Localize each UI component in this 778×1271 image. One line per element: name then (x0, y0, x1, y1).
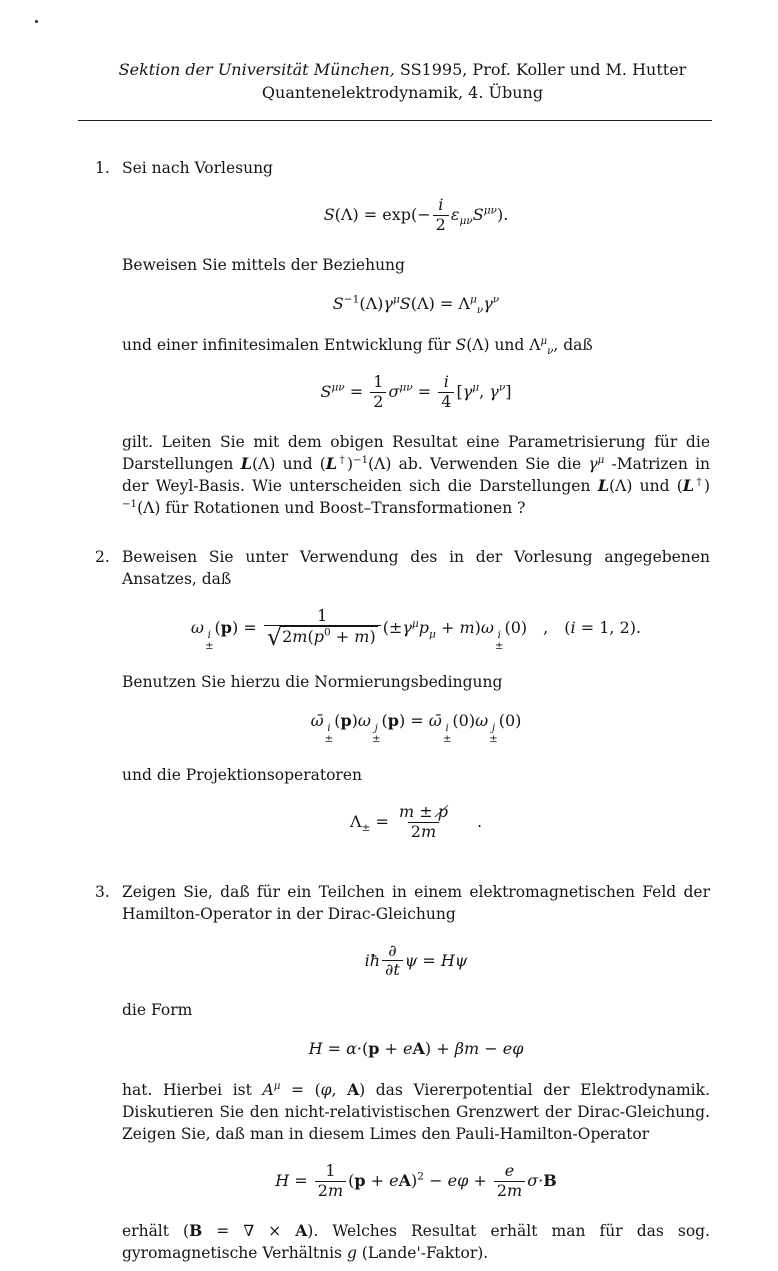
it: S (472, 204, 484, 224)
num (435, 196, 446, 215)
superscript: † (337, 454, 347, 466)
it: m (507, 1181, 523, 1201)
superscript (472, 381, 479, 393)
radicand: $2m(p^0 + m)$ (282, 627, 376, 647)
superscript (399, 381, 412, 393)
frac (494, 1162, 525, 1201)
it: ψ (404, 950, 418, 970)
problem-1 (95, 157, 710, 526)
superscript: −1 (343, 293, 360, 306)
problem-2 (95, 546, 710, 861)
pbody (122, 546, 710, 861)
it: e (403, 1039, 413, 1059)
problem-3 (95, 881, 710, 1271)
paragraph-1-5: und einer infinitesimalen Entwicklung für S(Λ) und $\Lambda^\mu_\nu$, daß (122, 335, 593, 357)
it: γ (483, 293, 493, 313)
supsub (372, 723, 381, 744)
it: μν (331, 381, 345, 394)
subscript (429, 628, 436, 640)
it: γ (383, 293, 393, 313)
supsub (489, 723, 498, 744)
den: ∂t (382, 960, 403, 980)
it: p (313, 627, 324, 647)
bf: p (220, 617, 232, 637)
bf: B (189, 1221, 203, 1241)
bf: A (412, 1039, 425, 1059)
paragraph-1-1: Sei nach Vorlesung (122, 159, 273, 177)
it: ν (498, 381, 506, 394)
it: σ (388, 381, 400, 401)
superscript (484, 205, 497, 217)
it: S (323, 204, 335, 224)
it: ψ (454, 950, 468, 970)
ss-sub: ± (494, 639, 504, 652)
paragraph-2-1: Beweisen Sie unter Verwendung des in der Vorlesung angegebenen Ansatzes, daß (122, 547, 710, 588)
formula-1-4: $S^{-1}(\Lambda)\gamma^\mu S(\Lambda) = \Lambda^\mu_\nu\gamma^\nu$ (332, 293, 500, 316)
it: i (443, 371, 449, 391)
it: S (399, 293, 411, 313)
it: σ (527, 1171, 539, 1191)
it: ν (547, 345, 554, 357)
it: i (570, 617, 576, 637)
den: 2m (315, 1181, 346, 1201)
it: μ (540, 335, 548, 347)
it: e (502, 1039, 513, 1059)
it: μ (392, 293, 400, 306)
superscript: 0 (323, 627, 331, 640)
it: H (440, 950, 455, 970)
cal: L (682, 475, 695, 495)
superscript (499, 381, 505, 393)
header-line1: Sektion der Universität München, SS1995, Prof. Koller und M. Hutter (118, 60, 687, 79)
formula-1-2: S(Λ) = exp(− $\frac{i}{2}$ $\varepsilon_{\mu\nu}S^{\mu\nu}$). (323, 195, 509, 234)
superscript: 2 (417, 1170, 425, 1183)
it: ω̄ (428, 710, 442, 730)
superscript (331, 381, 344, 393)
it: m (398, 801, 415, 821)
bf: A (295, 1221, 308, 1241)
it: iħ (364, 950, 381, 970)
it: m (327, 1181, 344, 1201)
it: e (389, 1171, 399, 1191)
it: μ (472, 381, 480, 394)
it: γ (489, 381, 499, 401)
bf: A (398, 1171, 412, 1191)
num: 1 (373, 371, 384, 391)
bf: p (387, 710, 399, 730)
bf: B (543, 1171, 557, 1191)
formula-2-6: $\Lambda_\pm$ = $\frac{m \pm p̸}{2m}$ . (349, 801, 483, 841)
ss-sub: ± (489, 733, 498, 746)
it: φ (320, 1081, 332, 1100)
paragraph-3-3: die Form (122, 1001, 193, 1020)
it: μν (483, 204, 497, 217)
supsub (495, 630, 504, 651)
bf: p (340, 710, 352, 730)
ss-sub: ± (371, 733, 381, 746)
supsub (205, 630, 214, 651)
it: j (374, 722, 378, 735)
it: β (454, 1039, 464, 1059)
problems-list (95, 157, 710, 1271)
subscript (459, 215, 472, 227)
it: p (418, 617, 430, 637)
problem-number: 3. (95, 882, 110, 901)
radical-icon: √ (266, 622, 283, 651)
it: φ (512, 1039, 524, 1059)
supsub (443, 723, 452, 744)
sqrt (266, 622, 378, 651)
it: H (308, 1039, 323, 1059)
den: 2 (370, 392, 386, 412)
formula-2-2: ω i ± (p) = 1 √ $2m(p^0 + m)$ $(\pm\gamma^\mu p_\mu + m)\omega$ i ± (0) , (i = 1, 2). (190, 605, 642, 652)
it: g (346, 1244, 357, 1263)
frac (370, 373, 386, 412)
formula-1-6: $S^{\mu\nu}$ = $\frac{1}{2}$ $\sigma^{\mu\nu}$ = $\frac{i}{4}$ [$\gamma^\mu$, $\gamma^\nu$] (320, 371, 512, 411)
superscript: −1 (353, 454, 369, 466)
it: m (354, 627, 370, 647)
formula-3-4: H = α·(p + eA) + βm − eφ (308, 1039, 524, 1059)
num: 1 (325, 1161, 336, 1181)
superscript: † (694, 476, 704, 488)
frac (264, 607, 381, 650)
num: 1 (317, 605, 328, 625)
bf: p (354, 1171, 366, 1191)
den: 2m (408, 822, 439, 842)
num (441, 373, 452, 392)
ss-sub: ± (442, 733, 452, 746)
cal: L (325, 453, 338, 473)
it: ν (476, 303, 484, 316)
pbody (122, 157, 710, 526)
formula-2-4: ω̄ i ± (p)ω j ± (p) = ω̄ i ± (0)ω j ± (0) (310, 710, 522, 746)
superscript (274, 1081, 281, 1092)
frac (433, 196, 449, 235)
it: e (504, 1161, 515, 1181)
it: i (497, 629, 501, 642)
num: ∂ (388, 940, 397, 960)
superscript (598, 454, 605, 465)
frac (315, 1162, 346, 1201)
den: 4 (438, 392, 454, 412)
paragraph-3-5: hat. Hierbei ist $A^\mu = (\varphi$, A) das Viererpotential der Elektrodynamik. Diskutieren Sie den nicht-relativistischen Grenzwert der Dirac-Gleichung. Zeigen Sie, daß man in diesem Limes den Pauli-Hamilton-Operator (122, 1080, 710, 1144)
it: p̸ (437, 801, 448, 821)
paragraph-1-3: Beweisen Sie mittels der Beziehung (122, 255, 405, 274)
bf: A (347, 1080, 360, 1100)
it: ε (450, 204, 460, 224)
problem-number: 2. (95, 547, 110, 566)
paragraph-1-7: gilt. Leiten Sie mit dem obigen Resultat eine Parametrisierung für die Darstellungen L(Λ) und $(L^\dagger)^{-1}(\Lambda)$ ab. Verwenden Sie die $\gamma^\mu$ -Matrizen in der Weyl-Basis. Wie unterscheiden sich die Darstellungen L(Λ) und $(L^\dagger)^{-1}(\Lambda)$ für Rotationen und Boost–Transformationen ? (122, 432, 711, 517)
formula-3-2: iħ $\frac{\partial}{\partial t}$ ψ = Hψ (364, 940, 468, 980)
it: ω̄ (310, 710, 324, 730)
it: i (445, 722, 449, 735)
it: ω (357, 710, 371, 730)
it: j (491, 722, 496, 735)
frac (396, 803, 451, 842)
superscript (470, 293, 477, 305)
scan-speck-icon (35, 20, 38, 23)
den: 2m (494, 1181, 525, 1201)
paragraph-3-1: Zeigen Sie, daß für ein Teilchen in einem elektromagnetischen Feld der Hamilton-Operator in der Dirac-Gleichung (122, 882, 710, 923)
it: μν (399, 381, 413, 394)
it: Sektion der Universität München, (118, 60, 395, 79)
frac (438, 373, 454, 412)
it: m (459, 617, 475, 637)
den: 2 (433, 215, 449, 235)
it: ω (480, 617, 494, 637)
it: γ (588, 454, 598, 473)
sheet-header (95, 58, 710, 104)
it: μ (469, 293, 477, 306)
paragraph-2-3: Benutzen Sie hierzu die Normierungsbedingung (122, 672, 503, 691)
it: μ (411, 617, 419, 630)
it: m (463, 1039, 480, 1059)
it: μ (597, 454, 605, 466)
problem-number: 1. (95, 159, 110, 177)
bf: p (368, 1039, 380, 1059)
it: ω (190, 617, 204, 637)
cal: L (240, 453, 253, 473)
formula-3-6: H = $\frac{1}{2m}$ (p + eA)$^2$ − eφ + $\frac{e}{2m}$ σ·B (275, 1161, 557, 1201)
it: i (207, 629, 211, 642)
paragraph-3-7: erhält (B = ∇ × A). Welches Resultat erhält man für das sog. gyromagnetische Verhältnis g (Lande'-Faktor). (122, 1221, 710, 1263)
num (502, 1162, 517, 1181)
cal: L (597, 475, 610, 495)
it: H (275, 1171, 290, 1191)
it: φ (457, 1171, 469, 1191)
it: m (420, 821, 437, 841)
superscript (540, 336, 547, 347)
den (264, 622, 381, 651)
ss-sub: ± (204, 639, 214, 652)
superscript (493, 293, 499, 305)
header-divider (78, 120, 712, 121)
num: m ± p̸ (398, 801, 448, 821)
it: S (320, 381, 332, 401)
supsub (325, 723, 334, 744)
it: γ (462, 381, 473, 401)
frac (382, 942, 403, 981)
it: i (438, 195, 444, 214)
it: μν (459, 215, 473, 228)
header-line2: Quantenelektrodynamik, 4. Übung (261, 83, 544, 102)
superscript (393, 293, 400, 305)
subscript: ± (361, 821, 371, 834)
pbody (122, 881, 710, 1271)
it: γ (402, 617, 412, 637)
it: t (393, 960, 400, 980)
it: S (455, 335, 467, 354)
it: α (346, 1039, 357, 1059)
it: μ (429, 627, 436, 640)
it: m (292, 627, 308, 647)
paragraph-2-5: und die Projektionsoperatoren (122, 765, 362, 784)
superscript (412, 617, 419, 629)
it: e (447, 1171, 458, 1191)
it: S (332, 293, 344, 313)
it: i (327, 722, 331, 735)
subscript (547, 346, 553, 357)
it: ω (475, 710, 489, 730)
ss-sub: ± (324, 733, 334, 746)
it: ν (492, 293, 500, 306)
it: A (262, 1081, 274, 1100)
superscript: −1 (122, 498, 138, 510)
it: μ (273, 1081, 281, 1093)
